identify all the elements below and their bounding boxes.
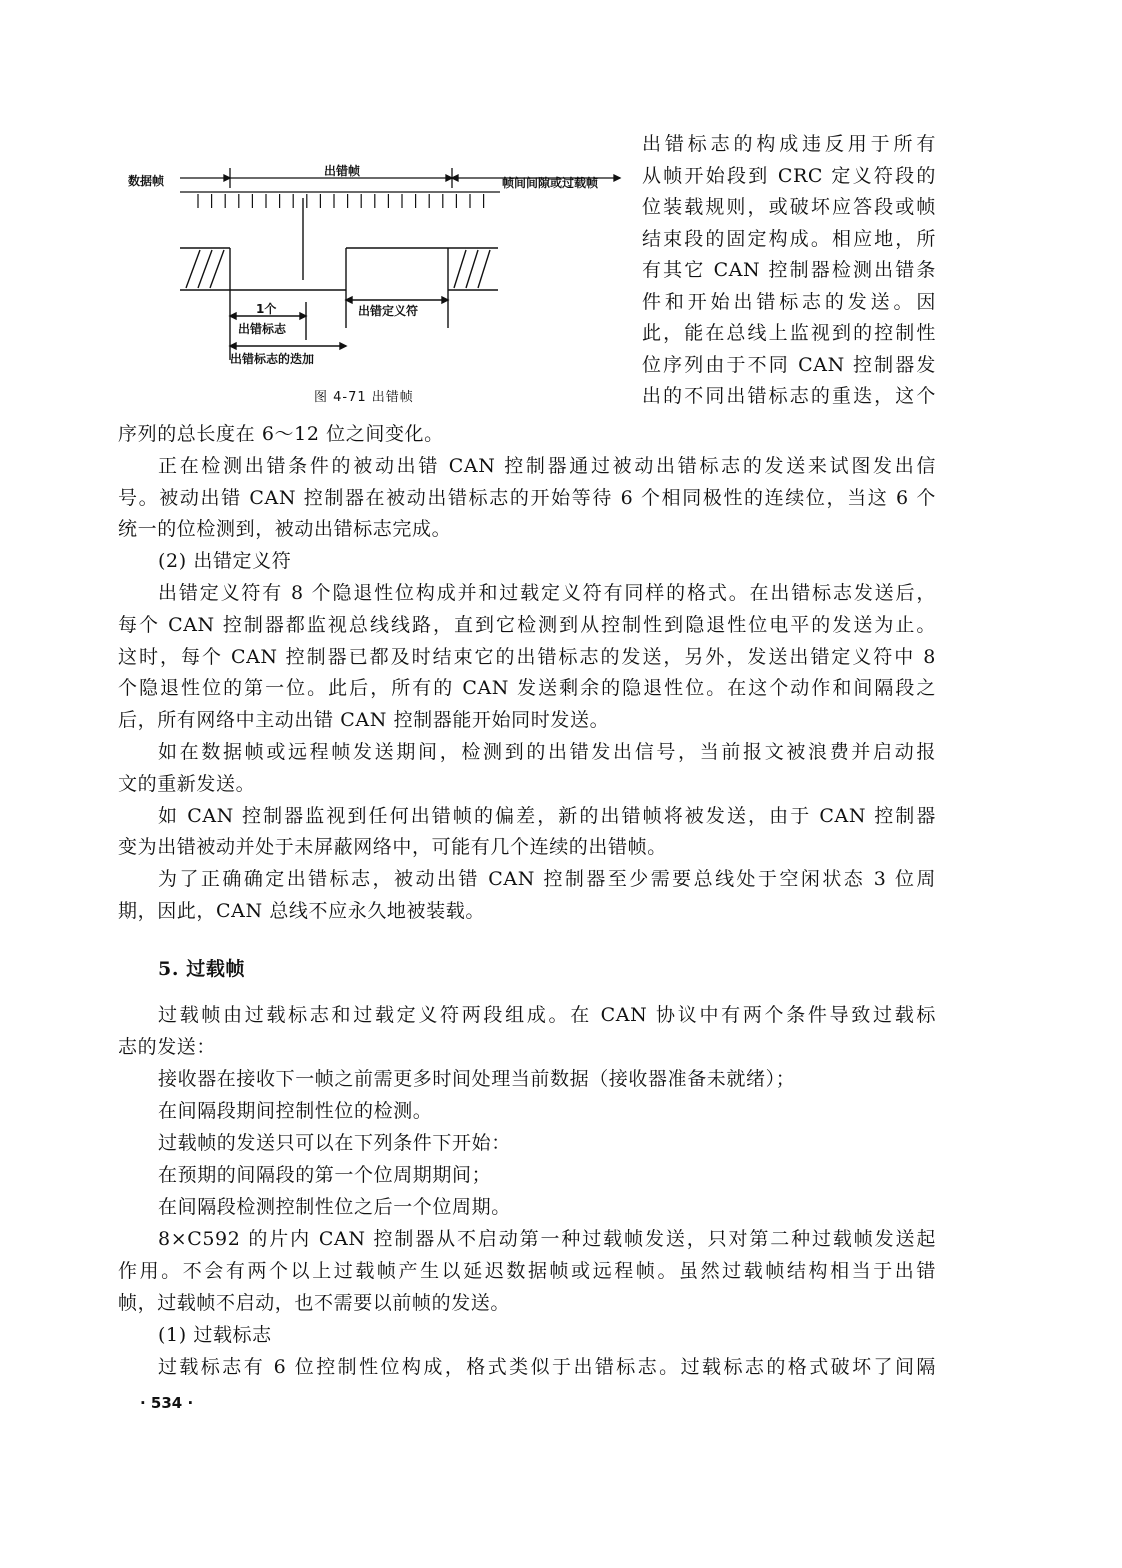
label-error-frame: 出错帧 xyxy=(324,164,361,178)
label-data-frame: 数据帧 xyxy=(128,174,165,188)
text-line: 号。被动出错 CAN 控制器在被动出错标志的开始等待 6 个相同极性的连续位，当这 6 个 xyxy=(118,486,936,509)
text-line: 过载帧由过载标志和过载定义符两段组成。在 CAN 协议中有两个条件导致过载标 xyxy=(158,1004,936,1026)
side-line: 件和开始出错标志的发送。因 xyxy=(642,290,936,313)
text-line: 期，因此，CAN 总线不应永久地被装载。 xyxy=(118,900,485,922)
text-line: 志的发送： xyxy=(118,1036,217,1058)
side-line: 结束段的固定构成。相应地，所 xyxy=(642,227,936,250)
page-number: · 534 · xyxy=(140,1394,194,1412)
text-line: 8×C592 的片内 CAN 控制器从不启动第一种过载帧发送，只对第二种过载帧发送起 xyxy=(158,1228,936,1250)
text-line: 在间隔段检测控制性位之后一个位周期。 xyxy=(158,1196,511,1218)
figure-caption: 图 4-71 出错帧 xyxy=(314,390,414,405)
text-line: 个隐退性位的第一位。此后，所有的 CAN 发送剩余的隐退性位。在这个动作和间隔段之 xyxy=(118,677,936,700)
text-line: 正在检测出错条件的被动出错 CAN 控制器通过被动出错标志的发送来试图发出信 xyxy=(158,454,936,477)
section-heading: 5. 过载帧 xyxy=(158,958,246,980)
side-line: 出的不同出错标志的重迭，这个 xyxy=(642,385,936,407)
text-line: 在间隔段期间控制性位的检测。 xyxy=(158,1100,433,1122)
text-line: 过载标志有 6 位控制性位构成，格式类似于出错标志。过载标志的格式破坏了间隔 xyxy=(158,1356,936,1378)
side-line: 此，能在总线上监视到的控制性 xyxy=(642,322,936,344)
label-interframe: 帧间间隙或过载帧 xyxy=(502,176,599,190)
text-line: 文的重新发送。 xyxy=(118,772,256,795)
text-line: 序列的总长度在 6～12 位之间变化。 xyxy=(118,423,444,445)
text-line: 这时，每个 CAN 控制器已都及时结束它的出错标志的发送，另外，发送出错定义符中 8 xyxy=(118,645,936,668)
label-flag-superposition: 出错标志的迭加 xyxy=(230,352,315,366)
text-line: 过载帧的发送只可以在下列条件下开始： xyxy=(158,1132,511,1154)
figure-error-frame xyxy=(120,150,640,410)
side-line: 有其它 CAN 控制器检测出错条 xyxy=(642,259,936,281)
text-line: 如 CAN 控制器监视到任何出错帧的偏差，新的出错帧将被发送，由于 CAN 控制器 xyxy=(158,804,936,827)
text-line: 为了正确确定出错标志，被动出错 CAN 控制器至少需要总线处于空闲状态 3 位周 xyxy=(158,868,936,891)
side-line: 从帧开始段到 CRC 定义符段的 xyxy=(642,164,936,187)
text-line: 出错定义符有 8 个隐退性位构成并和过载定义符有同样的格式。在出错标志发送后， xyxy=(158,582,936,604)
text-line: 变为出错被动并处于未屏蔽网络中，可能有几个连续的出错帧。 xyxy=(118,836,667,859)
side-line: 位装载规则，或破坏应答段或帧 xyxy=(642,196,936,218)
text-line: 作用。不会有两个以上过载帧产生以延迟数据帧或远程帧。虽然过载帧结构相当于出错 xyxy=(118,1260,936,1282)
label-one: 1个 xyxy=(256,302,277,316)
text-line: 帧，过载帧不启动，也不需要以前帧的发送。 xyxy=(118,1292,511,1314)
text-line: 每个 CAN 控制器都监视总线线路，直到它检测到从控制性到隐退性位电平的发送为止。 xyxy=(118,613,936,636)
side-line: 出错标志的构成违反用于所有 xyxy=(642,133,936,155)
text-line: 接收器在接收下一帧之前需更多时间处理当前数据（接收器准备未就绪）； xyxy=(158,1068,796,1090)
text-line: (1) 过载标志 xyxy=(158,1324,272,1346)
label-error-flag: 出错标志 xyxy=(238,322,287,336)
side-line: 位序列由于不同 CAN 控制器发 xyxy=(642,353,936,376)
text-line: 如在数据帧或远程帧发送期间，检测到的出错发出信号，当前报文被浪费并启动报 xyxy=(158,741,936,763)
text-line: 统一的位检测到，被动出错标志完成。 xyxy=(118,518,452,541)
text-line: (2) 出错定义符 xyxy=(158,550,292,573)
text-line: 在预期的间隔段的第一个位周期期间； xyxy=(158,1164,492,1186)
label-error-delimiter: 出错定义符 xyxy=(358,304,419,318)
text-line: 后，所有网络中主动出错 CAN 控制器能开始同时发送。 xyxy=(118,709,610,732)
